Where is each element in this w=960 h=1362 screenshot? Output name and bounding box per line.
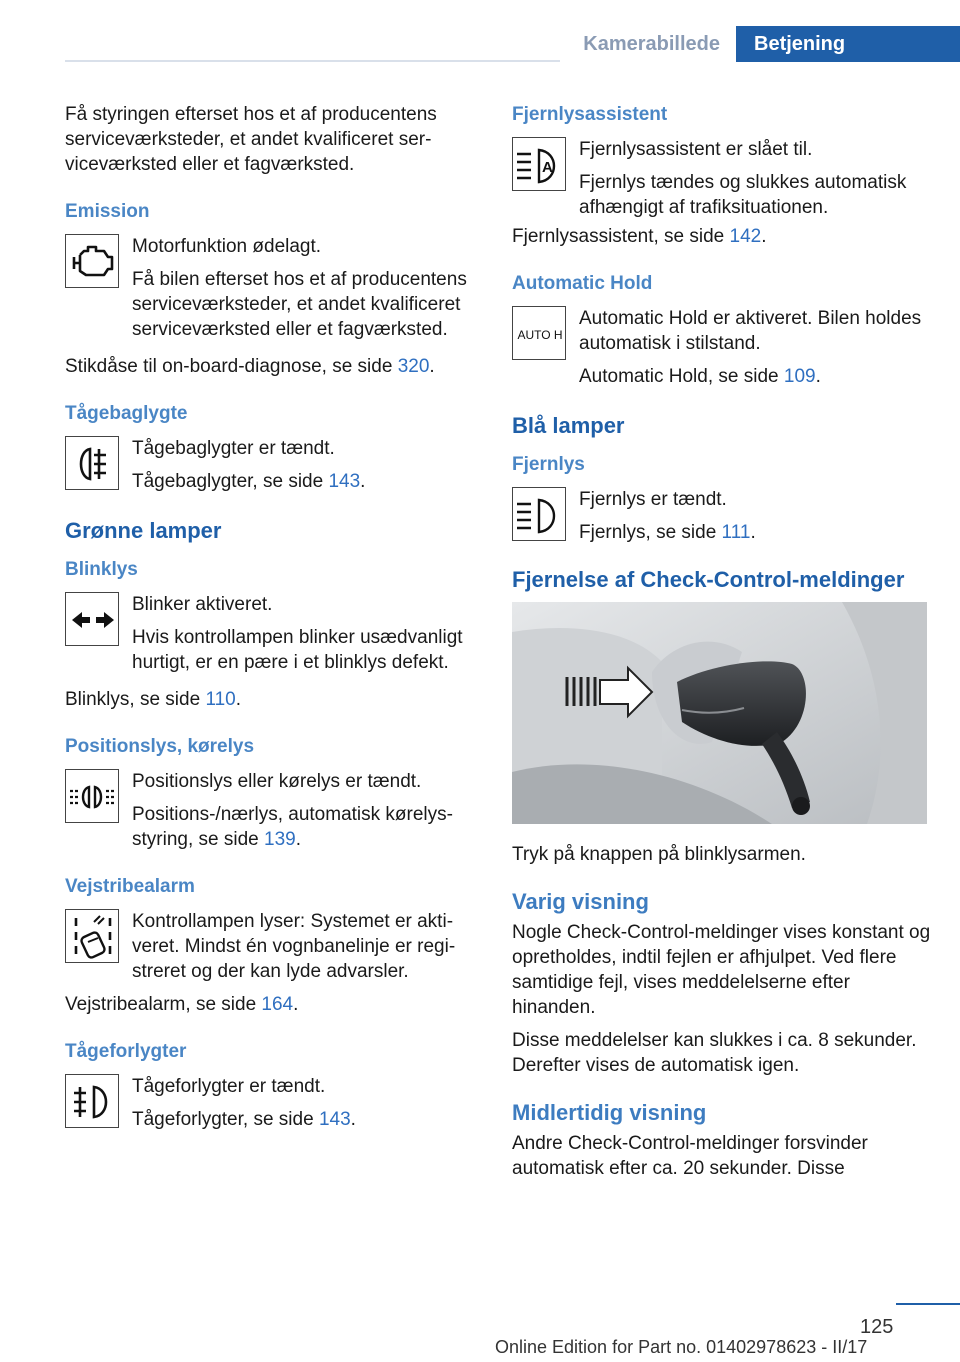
heading-temporary-display: Midlertidig visning	[512, 1100, 707, 1125]
heading-front-fog: Tågeforlygter	[65, 1041, 187, 1062]
permanent-paragraph-1: Nogle Check-Control-meldinger vises konstant og opretholdes, indtil fejlen er afhjulpet. Ved flere samtidige fejl, vises meddelelserne efter hinanden.	[512, 922, 931, 1018]
front-fog-light-icon	[65, 1074, 119, 1128]
heading-blue-lamps: Blå lamper	[512, 413, 625, 438]
hold-line1: Automatic Hold er aktiveret. Bilen holdes automatisk i stilstand.	[579, 308, 922, 354]
entry-position	[65, 769, 490, 852]
right-column	[512, 102, 932, 1189]
turn-ref-text: Blinklys, se side	[65, 689, 206, 710]
front-fog-ref: Tågeforlygter, se side 143.	[132, 1109, 356, 1130]
emission-line1: Motorfunktion ødelagt.	[132, 236, 322, 257]
rear-fog-ref: Tågebaglygter, se side 143.	[132, 471, 366, 492]
edition-note: Online Edition for Part no. 01402978623 - II/17	[495, 1337, 868, 1357]
heading-remove-messages: Fjernelse af Check-Control-meldinger	[512, 567, 905, 592]
emission-ref-link[interactable]: 320	[397, 356, 430, 377]
entry-front-fog	[65, 1074, 490, 1132]
position-ref-text: Positions-/nærlys, automatisk kørelysstyring, se side	[132, 804, 453, 850]
entry-rear-fog	[65, 436, 490, 494]
hba-line1: Fjernlysassistent er slået til.	[579, 139, 813, 160]
heading-permanent-display: Varig visning	[512, 889, 649, 914]
intro-paragraph: Få styringen efterset hos et af producentens serviceværksteder, et andet kvalificeret serviceværksted eller et fagværksted.	[65, 104, 437, 175]
position-ref: Positions-/nærlys, automatisk kørelysstyring, se side 139.	[132, 804, 453, 850]
front-fog-ref-text: Tågeforlygter, se side	[132, 1109, 319, 1130]
turn-ref-link[interactable]: 110	[205, 689, 236, 710]
rear-fog-ref-text: Tågebaglygter, se side	[132, 471, 329, 492]
hold-ref: Automatic Hold, se side 109.	[579, 366, 821, 387]
rear-fog-line1: Tågebaglygter er tændt.	[132, 438, 335, 459]
hba-ref: Fjernlysassistent, se side 142.	[512, 226, 767, 247]
heading-hba: Fjernlysassistent	[512, 104, 668, 125]
high-beam-line1: Fjernlys er tændt.	[579, 489, 727, 510]
entry-hba	[512, 137, 932, 220]
emission-ref: Stikdåse til on-board-diagnose, se side 320.	[65, 356, 435, 377]
turn-ref: Blinklys, se side 110.	[65, 689, 242, 710]
entry-turn	[65, 592, 490, 675]
turn-line1: Blinker aktiveret.	[132, 594, 273, 615]
hba-line2: Fjernlys tændes og slukkes automatisk afhængigt af trafiksituationen.	[579, 172, 907, 218]
rear-fog-ref-link[interactable]: 143	[328, 471, 361, 492]
photo-caption: Tryk på knappen på blinklysarmen.	[512, 844, 806, 865]
permanent-paragraph-2: Disse meddelelser kan slukkes i ca. 8 sekunder. Derefter vises de automatisk igen.	[512, 1030, 917, 1076]
page-number: 125	[860, 1316, 894, 1338]
heading-lane: Vejstribealarm	[65, 876, 195, 897]
rear-fog-light-icon	[65, 436, 119, 490]
turn-signal-lever-photo	[512, 602, 927, 824]
turn-signal-icon	[65, 592, 119, 646]
high-beam-icon	[512, 487, 566, 541]
hba-ref-link[interactable]: 142	[729, 226, 762, 247]
emission-ref-text: Stikdåse til on-board-diagnose, se side	[65, 356, 398, 377]
front-fog-line1: Tågeforlygter er tændt.	[132, 1076, 326, 1097]
heading-rear-fog: Tågebaglygte	[65, 403, 188, 424]
svg-text:A: A	[542, 159, 553, 176]
engine-warning-icon	[65, 234, 119, 288]
heading-position: Positionslys, kørelys	[65, 736, 255, 757]
entry-lane	[65, 909, 490, 984]
high-beam-assistant-icon	[512, 137, 566, 191]
hba-ref-text: Fjernlysassistent, se side	[512, 226, 730, 247]
front-fog-ref-link[interactable]: 143	[318, 1109, 351, 1130]
footer-rule	[896, 1303, 960, 1305]
hold-ref-link[interactable]: 109	[783, 366, 816, 387]
lane-ref-link[interactable]: 164	[261, 994, 294, 1015]
header-chapter-tab: Betjening	[736, 26, 960, 62]
high-beam-ref-text: Fjernlys, se side	[579, 522, 722, 543]
auto-hold-label: AUTO H	[517, 328, 563, 342]
high-beam-ref-link[interactable]: 111	[721, 522, 751, 543]
header-section-tab: Kamerabillede	[560, 26, 736, 62]
left-column	[65, 102, 490, 1140]
entry-hold	[512, 306, 932, 389]
position-ref-link[interactable]: 139	[264, 829, 296, 850]
heading-hold: Automatic Hold	[512, 273, 653, 294]
heading-green-lamps: Grønne lamper	[65, 518, 222, 543]
temporary-paragraph-1: Andre Check-Control-meldinger forsvinder automatisk efter ca. 20 sekunder. Disse	[512, 1133, 868, 1179]
heading-high-beam: Fjernlys	[512, 454, 585, 475]
heading-turn: Blinklys	[65, 559, 138, 580]
lane-ref-text: Vejstribealarm, se side	[65, 994, 262, 1015]
entry-emission	[65, 234, 490, 342]
lane-ref: Vejstribealarm, se side 164.	[65, 994, 299, 1015]
emission-line2: Få bilen efterset hos et af producentens serviceværksteder, et andet kvalificeret serviceværksted eller et fagværksted.	[132, 269, 467, 340]
high-beam-ref: Fjernlys, se side 111.	[579, 522, 756, 543]
entry-high-beam	[512, 487, 932, 545]
turn-line2: Hvis kontrollampen blinker usædvanligt hurtigt, er en pære i et blinklys defekt.	[132, 627, 463, 673]
heading-emission: Emission	[65, 201, 150, 222]
hold-ref-text: Automatic Hold, se side	[579, 366, 784, 387]
position-line1: Positionslys eller kørelys er tændt.	[132, 771, 422, 792]
auto-hold-icon	[512, 306, 566, 360]
lane-departure-icon	[65, 909, 119, 963]
lane-line1: Kontrollampen lyser: Systemet er aktiveret. Mindst én vognbanelinje er registreret og der kan lyde advarsler.	[132, 911, 456, 982]
position-light-icon	[65, 769, 119, 823]
